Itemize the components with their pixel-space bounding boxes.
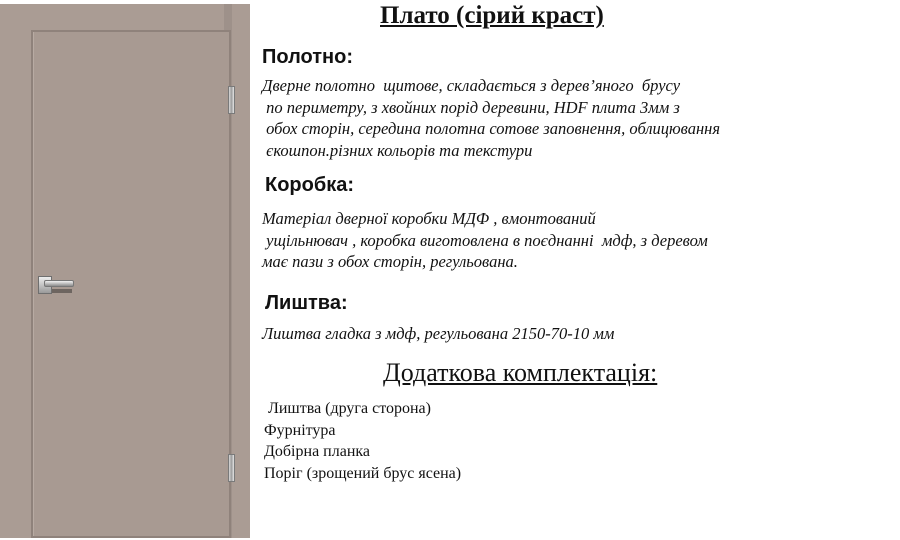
text-line: обох сторін, середина полотна сотове заповнення, облицювання [262,119,721,138]
door-image [0,4,252,538]
text-line: Лиштва гладка з мдф, регульована 2150-70-10 мм [262,324,615,343]
section-text-polotno [262,75,720,161]
list-item: Фурнітура [264,421,336,439]
section-text-korobka [262,208,708,273]
page-title: Плато (сірий краст) [380,2,604,29]
text-line: єкошпон.різних кольорів та текстури [262,140,533,160]
hinge-top [228,86,235,114]
list-item: Лиштва (друга сторона) [264,400,431,417]
list-item: Поріг (зрощений брус ясена) [264,464,462,482]
section-heading-polotno: Полотно: [262,46,354,68]
text-line: по периметру, з хвойних порід деревини, HDF плита 3мм з [262,97,680,117]
text-line: має пази з обох сторін, регульована. [262,252,518,271]
section-heading-korobka: Коробка: [265,174,355,196]
list-item: Добірна планка [264,443,371,460]
text-line: Матеріал дверної коробки МДФ , вмонтований [262,209,596,228]
text-line: ущільнювач , коробка виготовлена в поєднанні мдф, з деревом [262,230,708,250]
door-handle [44,280,74,287]
extra-kit-list [264,398,461,484]
section-text-lyshtva [262,323,614,345]
text-line: Дверне полотно щитове, складається з дерев’яного брусу [262,76,681,95]
section-heading-lyshtva: Лиштва: [265,292,348,314]
extra-kit-heading: Додаткова комплектація: [383,358,658,387]
hinge-bottom [228,454,235,482]
